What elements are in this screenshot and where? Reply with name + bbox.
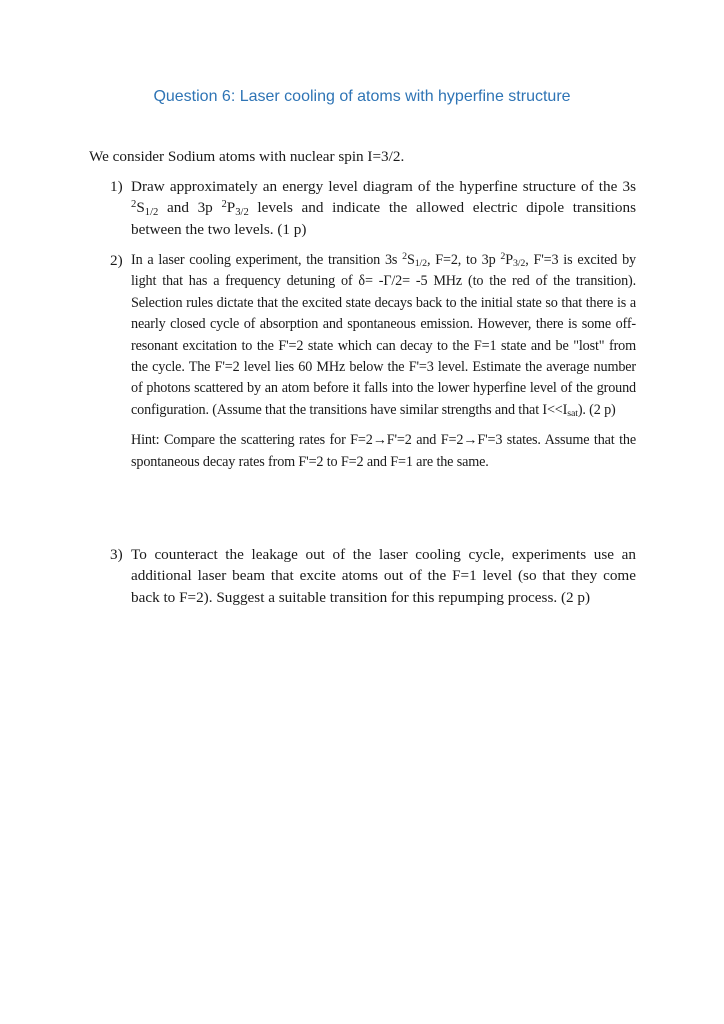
question-number: 3): [110, 546, 123, 563]
question-number: 2): [110, 252, 123, 269]
question-1: [110, 176, 636, 240]
page-title: Question 6: Laser cooling of atoms with hyperfine structure: [153, 88, 571, 105]
hint-text: Hint: Compare the scattering rates for F=2→F'=2 and F=2→F'=3 states. Assume that the spontaneous decay rates from F'=2 to F=2 and F=1 are the same.: [131, 432, 636, 470]
intro-text: We consider Sodium atoms with nuclear spin I=3/2.: [89, 148, 405, 165]
question-text: Draw approximately an energy level diagram of the hyperfine structure of the 3s $^2S_{1/2}$ and 3p $^2P_{3/2}$ levels and indicate the allowed electric dipole transitions between the two levels. (1 p): [131, 178, 636, 238]
question-body: [131, 176, 636, 240]
question-2: [110, 250, 636, 473]
question-body: [131, 250, 636, 473]
question-3: [110, 544, 636, 608]
question-number: 1): [110, 178, 123, 195]
question-body: [131, 544, 636, 608]
question-text: In a laser cooling experiment, the transition 3s $^2S_{1/2}$, F=2, to 3p $^2P_{3/2}$, F'=3 is excited by light that has a frequency detuning of δ= -Γ/2= -5 MHz (to the red of the transition). Selection rules dictate that the excited state decays back to the initial state so that there is a nearly closed cycle of absorption and spontaneous emission. However, there is some off-resonant excitation to the F'=2 state which can decay to the F=1 state and be "lost" from the cycle. The F'=2 level lies 60 MHz below the F'=3 level. Estimate the average number of photons scattered by an atom before it falls into the lower hyperfine level of the ground configuration. (Assume that the transitions have similar strengths and that $I<<I_{sat}$). (2 p): [131, 251, 636, 420]
question-text: To counteract the leakage out of the laser cooling cycle, experiments use an additional laser beam that excite atoms out of the F=1 level (so that they come back to F=2). Suggest a suitable transition for this repumping process. (2 p): [131, 546, 636, 606]
